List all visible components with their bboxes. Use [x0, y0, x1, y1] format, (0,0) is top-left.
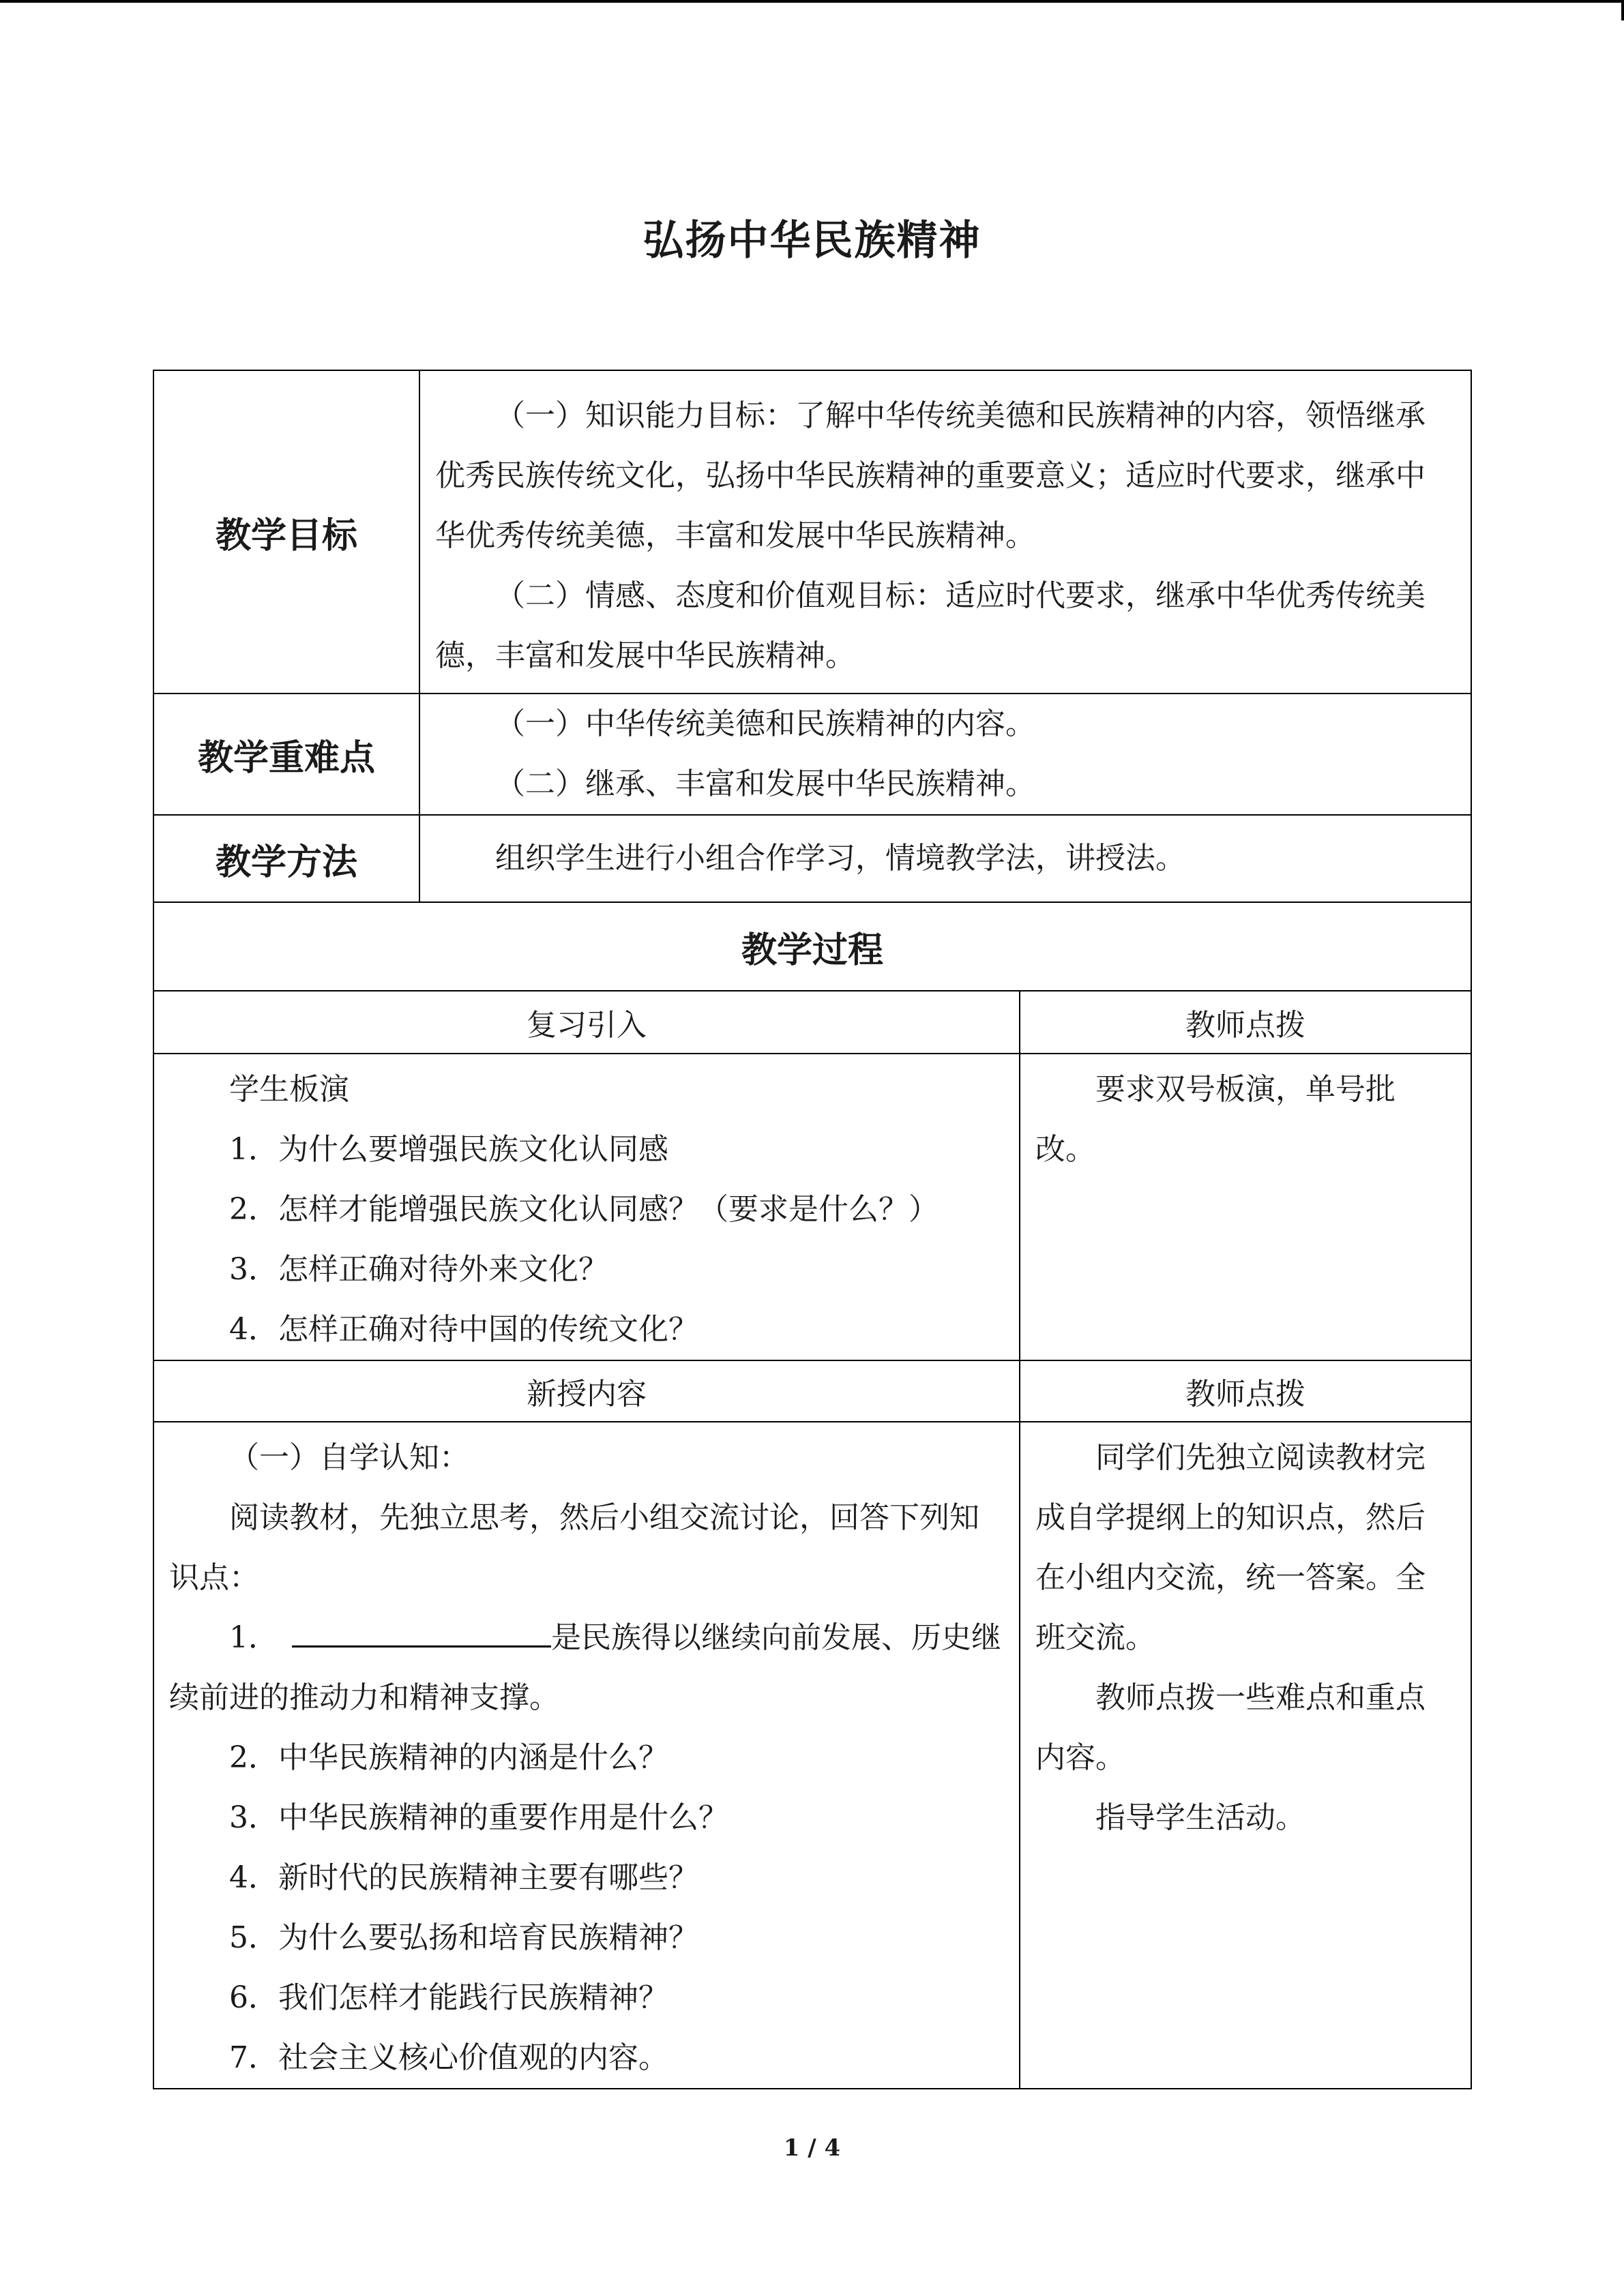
new-teacher-header: 教师点拨 — [1020, 1360, 1471, 1422]
page-number: 1 / 4 — [783, 2134, 841, 2162]
objectives-label: 教学目标 — [153, 370, 419, 694]
review-teacher-header: 教师点拨 — [1020, 991, 1471, 1054]
new-teacher-note-3: 指导学生活动。 — [1095, 1800, 1305, 1835]
objective-1: （一）知识能力目标：了解中华传统美德和民族精神的内容，领悟继承优秀民族传统文化，弘扬中华民族精神的重要意义；适应时代要求，继承中华优秀传统美德，丰富和发展中华民族精神。 — [435, 398, 1426, 553]
objectives-content — [419, 370, 1471, 694]
new-item-1 — [169, 1608, 1005, 1728]
keypoints-content — [419, 694, 1471, 815]
new-item-3: 3．中华民族精神的重要作用是什么？ — [229, 1800, 728, 1835]
new-header-row — [153, 1360, 1471, 1422]
new-row — [153, 1422, 1471, 2089]
new-teacher-notes — [1020, 1422, 1471, 2089]
new-item-1-text: 是民族得以继续向前发展、历史继续前进的推动力和精神支撑。 — [169, 1620, 1001, 1715]
document-title: 弘扬中华民族精神 — [643, 217, 981, 265]
review-intro: 学生板演 — [229, 1072, 349, 1107]
keypoint-2: （二）继承、丰富和发展中华民族精神。 — [495, 766, 1035, 801]
new-sub-heading: （一）自学认知： — [229, 1440, 469, 1475]
review-item-3: 3．怎样正确对待外来文化？ — [229, 1252, 608, 1287]
review-row — [153, 1054, 1471, 1360]
new-content — [153, 1422, 1020, 2089]
new-item-2: 2．中华民族精神的内涵是什么？ — [229, 1740, 668, 1775]
review-header: 复习引入 — [153, 991, 1020, 1054]
process-title-row — [153, 902, 1471, 991]
new-teacher-note-2: 教师点拨一些难点和重点内容。 — [1035, 1680, 1426, 1775]
keypoints-row — [153, 694, 1471, 815]
review-teacher-text: 要求双号板演，单号批改。 — [1035, 1072, 1396, 1167]
new-header: 新授内容 — [153, 1360, 1020, 1422]
review-item-4: 4．怎样正确对待中国的传统文化？ — [229, 1312, 698, 1347]
objective-2: （二）情感、态度和价值观目标：适应时代要求，继承中华优秀传统美德，丰富和发展中华民族精神。 — [435, 578, 1426, 673]
new-item-5: 5．为什么要弘扬和培育民族精神？ — [229, 1920, 698, 1955]
process-title: 教学过程 — [153, 902, 1471, 991]
methods-row — [153, 815, 1471, 902]
new-teacher-note-1: 同学们先独立阅读教材完成自学提纲上的知识点，然后在小组内交流，统一答案。全班交流。 — [1035, 1440, 1426, 1655]
review-header-row — [153, 991, 1471, 1054]
fill-blank — [292, 1615, 551, 1648]
keypoints-label: 教学重难点 — [153, 694, 419, 815]
page-top-border — [0, 0, 1624, 3]
process-table — [153, 990, 1472, 2089]
new-item-1-number: 1． — [229, 1620, 278, 1655]
new-item-6: 6．我们怎样才能践行民族精神？ — [229, 1980, 668, 2015]
methods-text: 组织学生进行小组合作学习，情境教学法，讲授法。 — [495, 841, 1185, 876]
new-item-4: 4．新时代的民族精神主要有哪些？ — [229, 1860, 698, 1895]
objectives-row — [153, 370, 1471, 694]
review-teacher-note — [1020, 1054, 1471, 1360]
review-item-2: 2．怎样才能增强民族文化认同感？（要求是什么？） — [229, 1192, 939, 1227]
review-content — [153, 1054, 1020, 1360]
page-right-border — [1621, 0, 1624, 20]
methods-content — [419, 815, 1471, 902]
keypoint-1: （一）中华传统美德和民族精神的内容。 — [495, 706, 1035, 741]
review-item-1: 1．为什么要增强民族文化认同感 — [229, 1132, 668, 1167]
lesson-info-table — [153, 370, 1472, 992]
new-item-7: 7．社会主义核心价值观的内容。 — [229, 2040, 668, 2075]
methods-label: 教学方法 — [153, 815, 419, 902]
new-instruction: 阅读教材，先独立思考，然后小组交流讨论，回答下列知识点： — [169, 1500, 979, 1595]
